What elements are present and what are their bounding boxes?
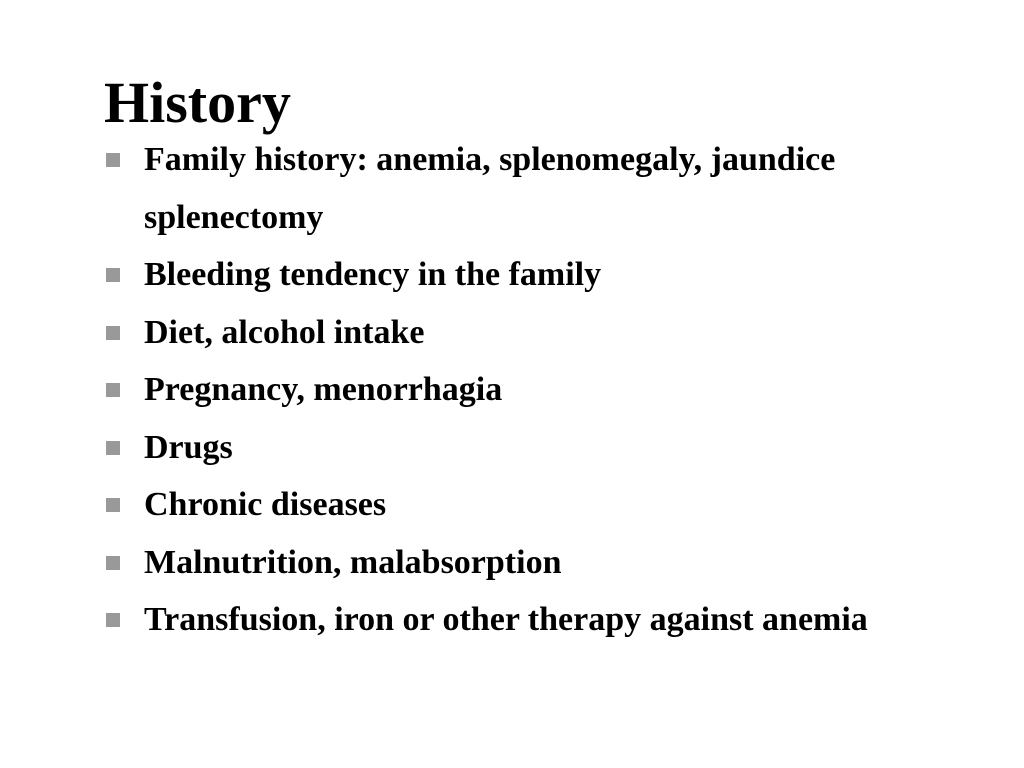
bullet-text: Pregnancy, menorrhagia xyxy=(144,371,503,408)
square-bullet-icon xyxy=(106,613,120,627)
bullet-item xyxy=(104,304,1014,362)
bullet-item xyxy=(104,534,1014,592)
bullet-text: Transfusion, iron or other therapy against anemia xyxy=(144,601,868,638)
slide-title: History xyxy=(104,70,291,135)
bullet-item xyxy=(104,591,1014,649)
bullet-text: Drugs xyxy=(144,428,233,466)
bullet-text: Bleeding tendency in the family xyxy=(144,256,602,293)
square-bullet-icon xyxy=(106,153,120,167)
bullet-item xyxy=(104,419,1014,477)
bullet-text: Chronic diseases xyxy=(144,486,387,523)
square-bullet-icon xyxy=(106,268,120,282)
bullet-item xyxy=(104,476,1014,534)
square-bullet-icon xyxy=(106,556,120,570)
square-bullet-icon xyxy=(106,383,120,397)
square-bullet-icon xyxy=(106,326,120,340)
square-bullet-icon xyxy=(106,441,120,455)
bullet-item xyxy=(104,361,1014,419)
bullet-list xyxy=(104,131,1014,649)
square-bullet-icon xyxy=(106,498,120,512)
bullet-text: Diet, alcohol intake xyxy=(144,313,425,351)
bullet-item xyxy=(104,246,1014,304)
bullet-text: Malnutrition, malabsorption xyxy=(144,543,562,581)
bullet-text: Family history: anemia, splenomegaly, jaundice splenectomy xyxy=(144,141,836,236)
bullet-item xyxy=(104,131,1014,246)
